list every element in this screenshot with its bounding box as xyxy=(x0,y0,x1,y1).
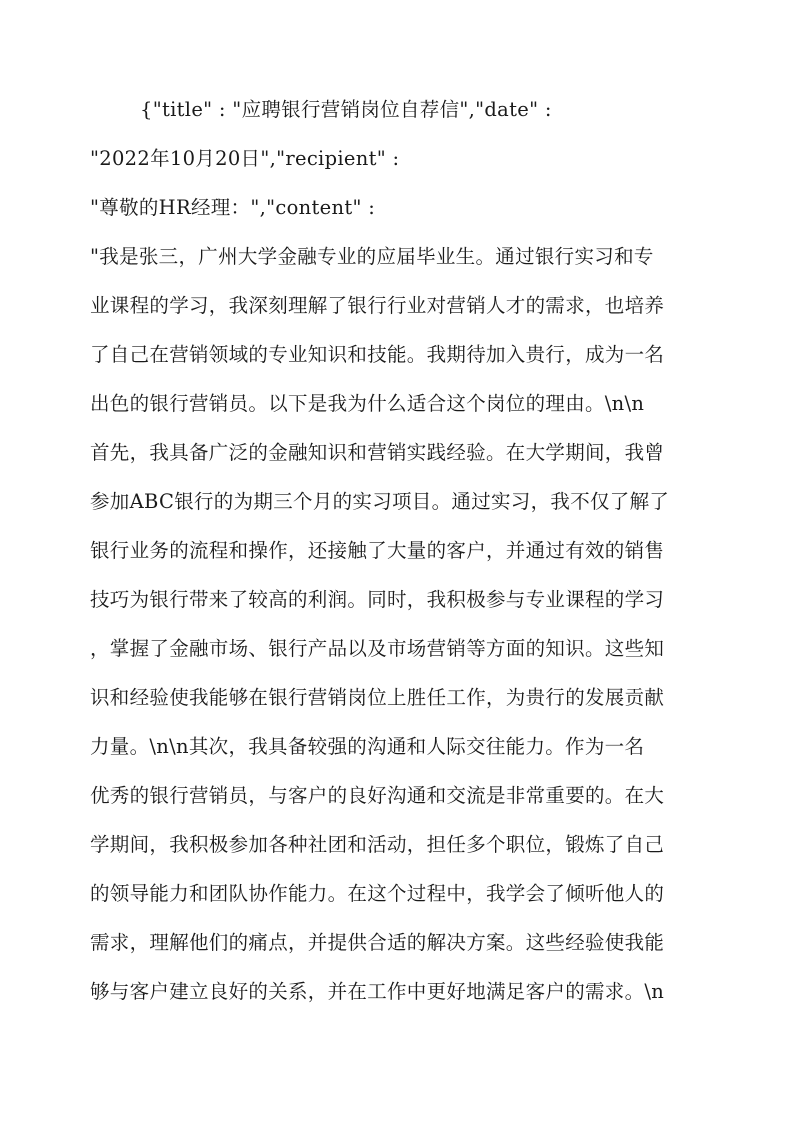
text-line: 银行业务的流程和操作，还接触了大量的客户，并通过有效的销售 xyxy=(90,539,665,562)
text-line: 了自己在营销领域的专业知识和技能。我期待加入贵行，成为一名 xyxy=(90,343,665,366)
text-line: 首先，我具备广泛的金融知识和营销实践经验。在大学期间，我曾 xyxy=(90,441,665,464)
text-line: 学期间，我积极参加各种社团和活动，担任多个职位，锻炼了自己 xyxy=(90,833,665,856)
text-line: "我是张三，广州大学金融专业的应届毕业生。通过银行实习和专 xyxy=(90,245,654,268)
text-line: 识和经验使我能够在银行营销岗位上胜任工作，为贵行的发展贡献 xyxy=(90,686,665,709)
text-line: 优秀的银行营销员，与客户的良好沟通和交流是非常重要的。在大 xyxy=(90,784,665,807)
text-line: 力量。\n\n其次，我具备较强的沟通和人际交往能力。作为一名 xyxy=(90,735,645,758)
text-line: 的领导能力和团队协作能力。在这个过程中，我学会了倾听他人的 xyxy=(90,882,665,905)
text-line: 出色的银行营销员。以下是我为什么适合这个岗位的理由。\n\n xyxy=(90,392,645,415)
text-line: ，掌握了金融市场、银行产品以及市场营销等方面的知识。这些知 xyxy=(90,637,665,660)
text-line: {"title" : "应聘银行营销岗位自荐信","date" : xyxy=(140,98,552,121)
text-line: 需求，理解他们的痛点，并提供合适的解决方案。这些经验使我能 xyxy=(90,931,665,954)
text-line: 参加ABC银行的为期三个月的实习项目。通过实习，我不仅了解了 xyxy=(90,490,670,513)
text-line: "尊敬的HR经理：","content" : xyxy=(90,196,376,219)
text-line: 业课程的学习，我深刻理解了银行行业对营销人才的需求，也培养 xyxy=(90,294,665,317)
text-line: "2022年10月20日","recipient" : xyxy=(90,147,400,170)
text-line: 技巧为银行带来了较高的利润。同时，我积极参与专业课程的学习 xyxy=(90,588,665,611)
text-line: 够与客户建立良好的关系，并在工作中更好地满足客户的需求。\n xyxy=(90,980,665,1003)
